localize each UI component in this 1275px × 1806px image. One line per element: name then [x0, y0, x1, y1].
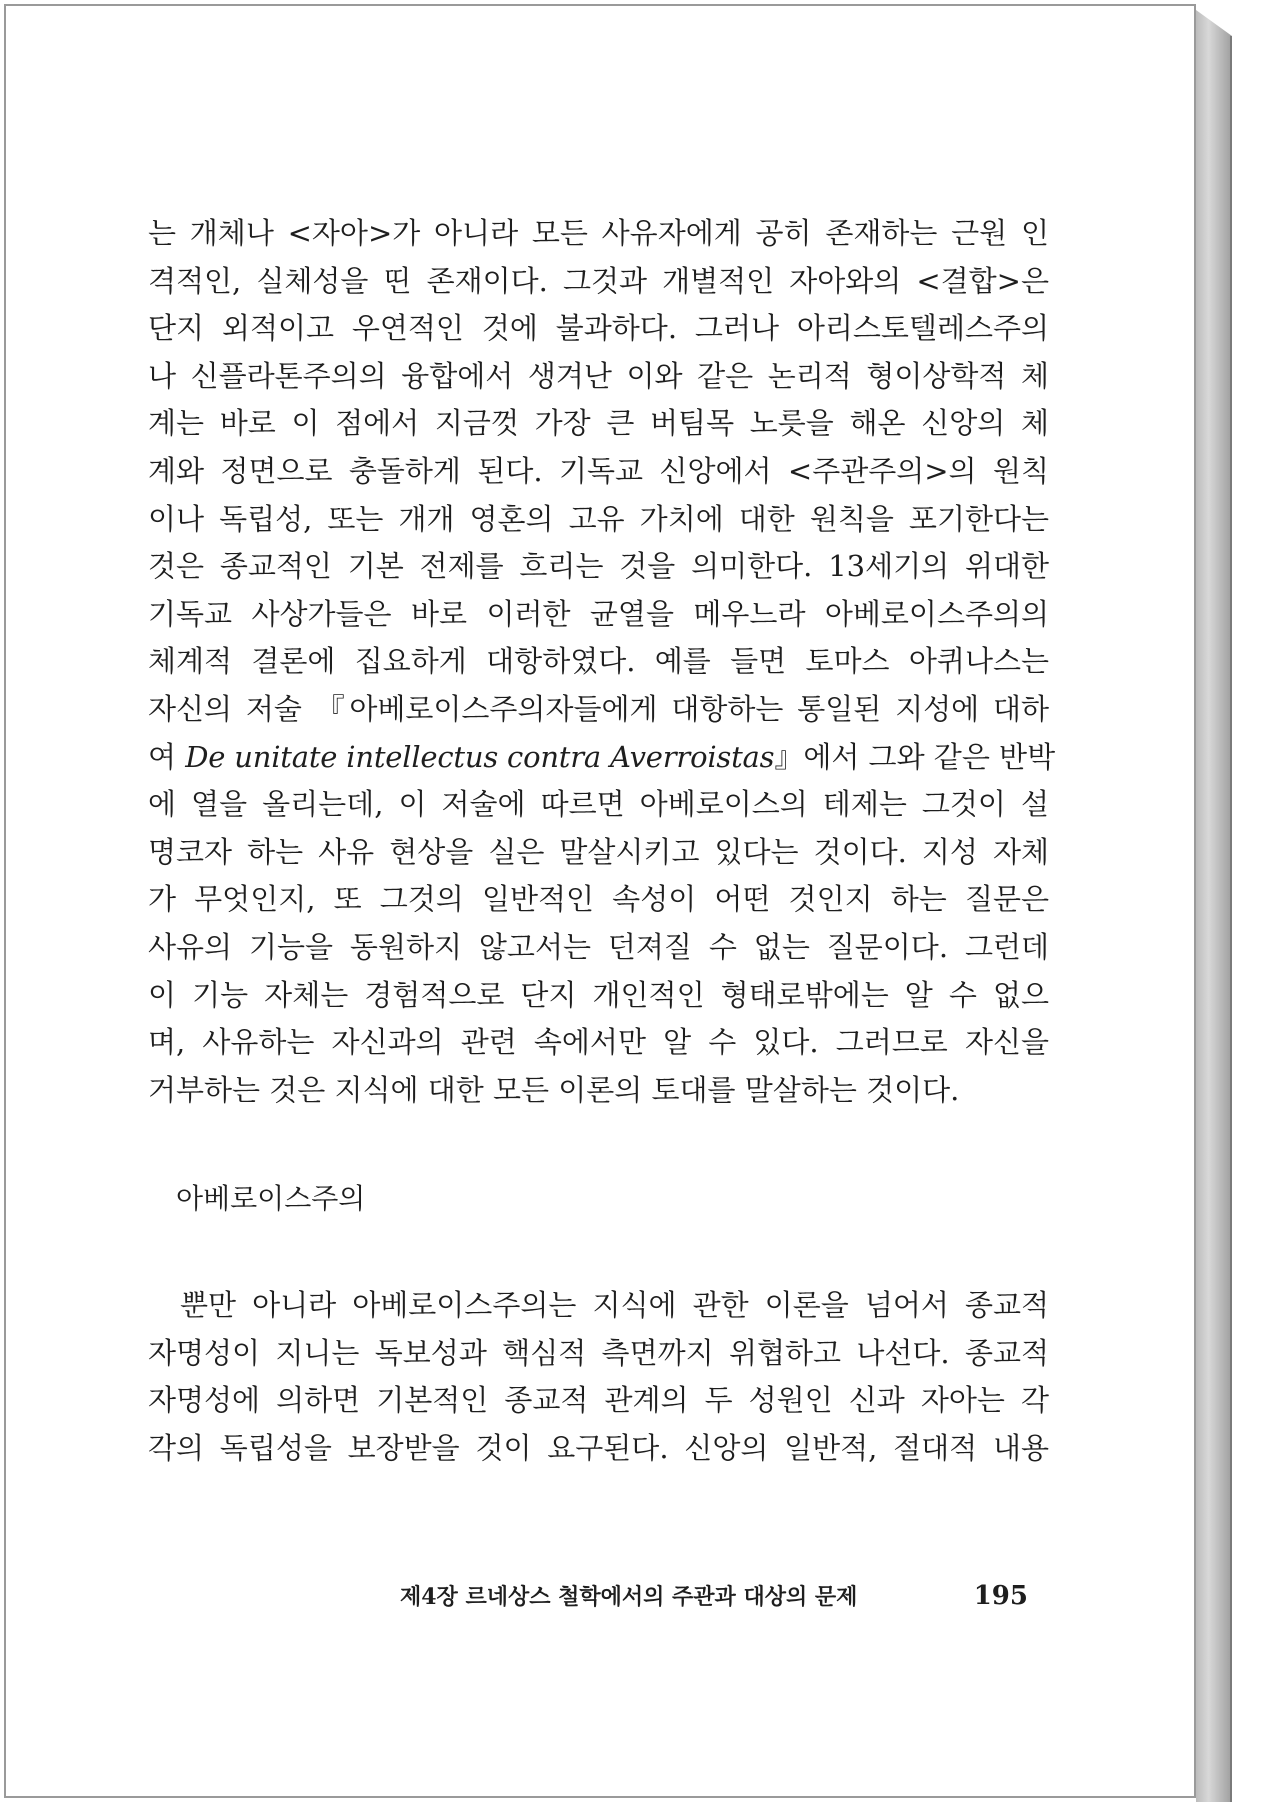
text-line: 뿐만 아니라 아베로이스주의는 지식에 관한 이론을 넘어서 종교적 [180, 1288, 1049, 1323]
text-line: 나 신플라톤주의의 융합에서 생겨난 이와 같은 논리적 형이상학적 체 [148, 358, 1049, 393]
text-line: 기독교 사상가들은 바로 이러한 균열을 메우느라 아베로이스주의의 [148, 596, 1049, 631]
page-number: 195 [973, 1581, 1028, 1611]
text-line: 단지 외적이고 우연적인 것에 불과하다. 그러나 아리스토텔레스주의 [148, 311, 1049, 346]
text-line: 계와 정면으로 충돌하게 된다. 기독교 신앙에서 <주관주의>의 원칙 [148, 453, 1049, 488]
text-line: 이나 독립성, 또는 개개 영혼의 고유 가치에 대한 원칙을 포기한다는 [148, 501, 1049, 536]
text-line: 계는 바로 이 점에서 지금껏 가장 큰 버팀목 노릇을 해온 신앙의 체 [148, 406, 1049, 441]
text-line: 가 무엇인지, 또 그것의 일반적인 속성이 어떤 것인지 하는 질문은 [148, 882, 1049, 917]
page-edge [1196, 10, 1232, 1802]
section-heading: 아베로이스주의 [176, 1182, 366, 1216]
latin-book-title: De unitate intellectus contra Averroistas [185, 739, 775, 774]
text-line: 격적인, 실체성을 띤 존재이다. 그것과 개별적인 자아와의 <결합>은 [148, 263, 1049, 298]
paragraph-1 [148, 210, 1056, 1114]
line-suffix: 』에서 그와 같은 반박 [774, 739, 1056, 774]
text-line: 거부하는 것은 지식에 대한 모든 이론의 토대를 말살하는 것이다. [148, 1072, 960, 1107]
paragraph-2 [148, 1282, 1049, 1472]
text-line: 사유의 기능을 동원하지 않고서는 던져질 수 없는 질문이다. 그런데 [148, 929, 1049, 964]
text-line: 이 기능 자체는 경험적으로 단지 개인적인 형태로밖에는 알 수 없으 [148, 977, 1049, 1012]
page-edge-line [1230, 36, 1232, 1802]
body-text [148, 210, 1056, 1473]
text-line: 체계적 결론에 집요하게 대항하였다. 예를 들면 토마스 아퀴나스는 [148, 644, 1049, 679]
running-footer [400, 1580, 1028, 1611]
text-line: 에 열을 올리는데, 이 저술에 따르면 아베로이스의 테제는 그것이 설 [148, 787, 1049, 822]
text-line-latin-title [148, 734, 1056, 782]
text-line: 명코자 하는 사유 현상을 실은 말살시키고 있다는 것이다. 지성 자체 [148, 834, 1049, 869]
text-line: 자신의 저술 『아베로이스주의자들에게 대항하는 통일된 지성에 대하 [148, 691, 1049, 726]
text-line: 자명성이 지니는 독보성과 핵심적 측면까지 위협하고 나선다. 종교적 [148, 1335, 1049, 1370]
line-prefix: 여 [148, 739, 177, 774]
text-line: 각의 독립성을 보장받을 것이 요구된다. 신앙의 일반적, 절대적 내용 [148, 1431, 1049, 1466]
chapter-title: 제4장 르네상스 철학에서의 주관과 대상의 문제 [400, 1584, 858, 1610]
text-line: 는 개체나 <자아>가 아니라 모든 사유자에게 공히 존재하는 근원 인 [148, 216, 1049, 250]
text-line: 것은 종교적인 기본 전제를 흐리는 것을 의미한다. 13세기의 위대한 [148, 549, 1049, 584]
text-line: 며, 사유하는 자신과의 관련 속에서만 알 수 있다. 그러므로 자신을 [148, 1025, 1049, 1060]
text-line: 자명성에 의하면 기본적인 종교적 관계의 두 성원인 신과 자아는 각 [148, 1383, 1049, 1418]
